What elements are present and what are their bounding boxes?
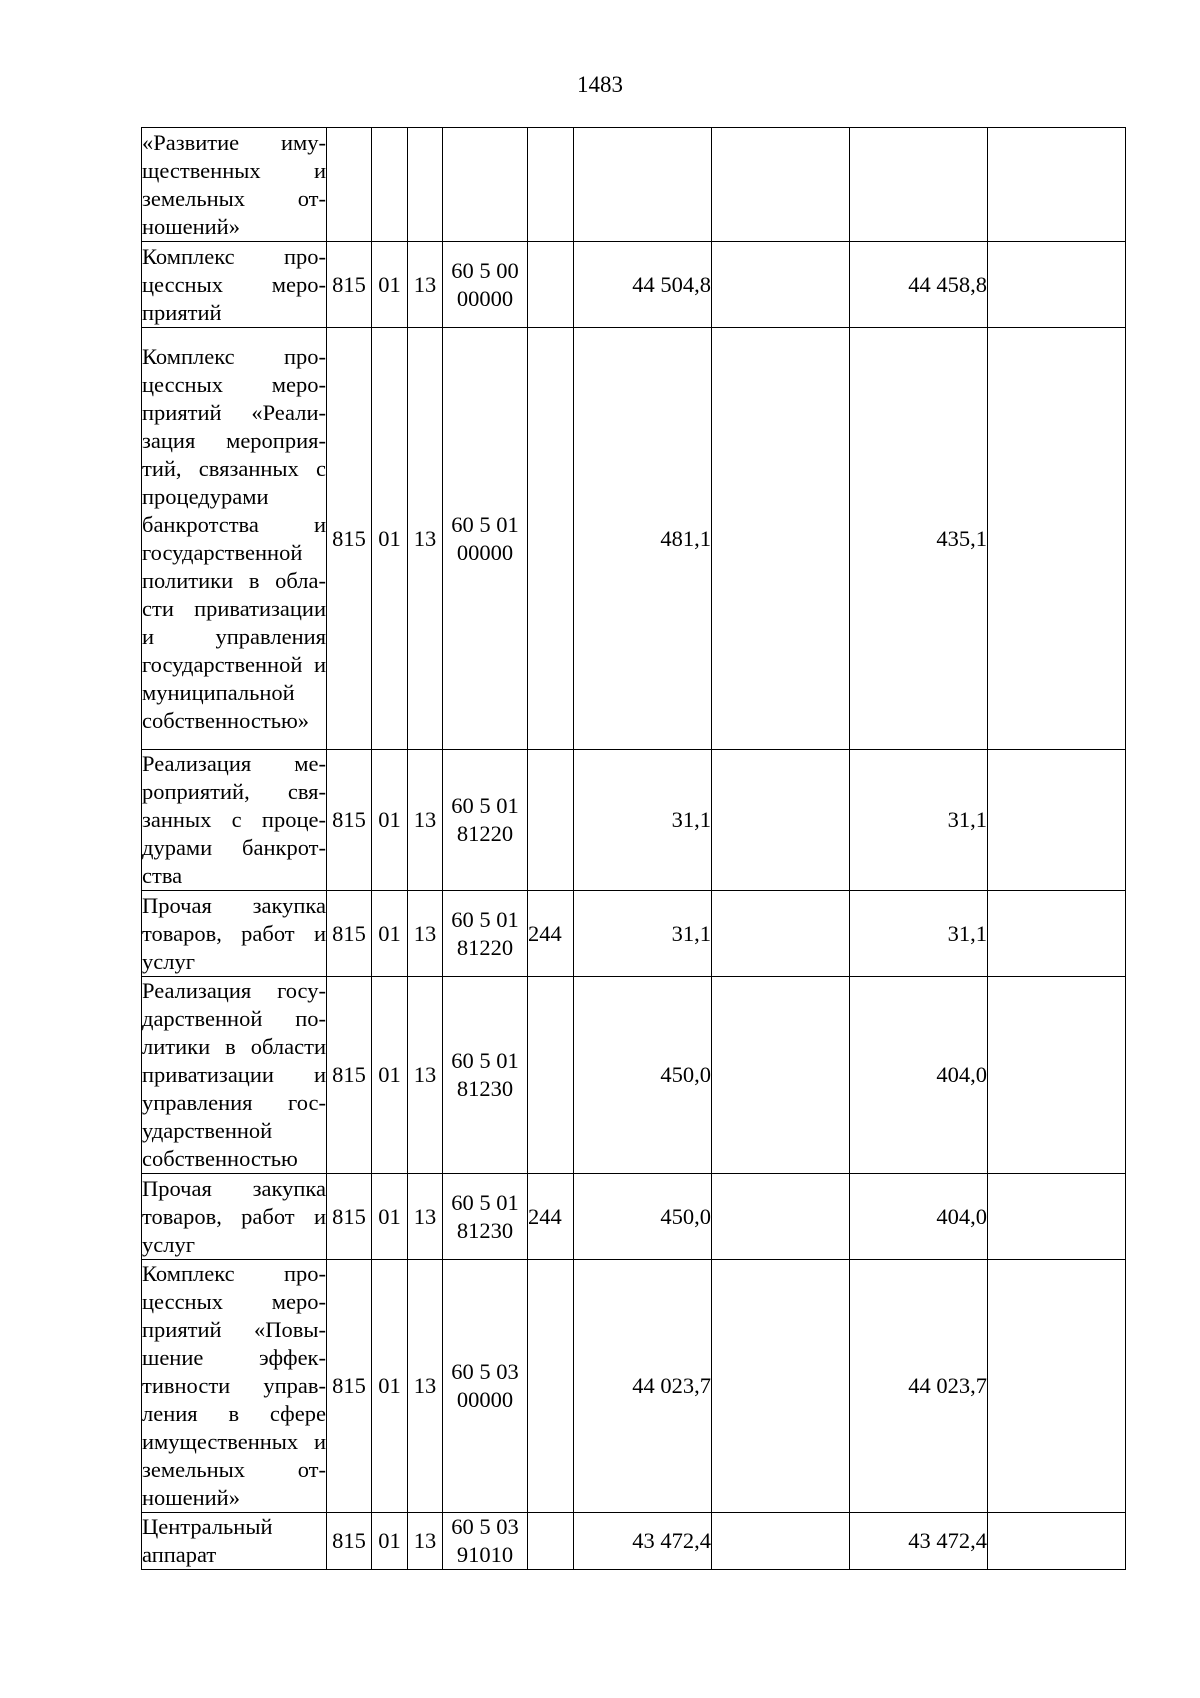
sum3-cell [850,1174,988,1260]
pr-cell [408,891,443,977]
vr-cell [528,242,574,328]
rz-code: 01 [378,1373,401,1398]
cs-cell [443,1174,528,1260]
rz-code: 01 [378,920,401,946]
item-name: Комплекс процессных мероприятий «Повышение эффективности управления в сфере имущественных и земельных отношений» [142,1261,326,1510]
sum1-cell [574,242,712,328]
gr-code: 815 [332,1062,366,1087]
item-name: Прочая закупка товаров, работ и услуг [142,892,326,974]
sum3-cell [850,1513,988,1570]
rz-code: 01 [378,807,401,832]
sum2-cell [712,891,850,977]
cs-cell [443,242,528,328]
sum2-cell [712,1513,850,1570]
cs-code-line-1: 60 5 00 [451,257,519,283]
table-row [142,242,1126,328]
table-row [142,128,1126,242]
name-cell [142,891,327,977]
sum1-cell [574,328,712,750]
vr-code: 244 [528,1203,562,1229]
pr-cell [408,1260,443,1513]
name-cell [142,242,327,328]
vr-cell [528,1260,574,1513]
vr-cell [528,128,574,242]
name-cell [142,1513,327,1570]
rz-cell [372,242,408,328]
sum2-cell [712,128,850,242]
item-name: Прочая закупка товаров, работ и услуг [142,1175,326,1257]
sum4-cell [988,128,1126,242]
table-row [142,891,1126,977]
table-row [142,1174,1126,1260]
sum1-value: 450,0 [660,1203,711,1229]
gr-cell [327,1513,372,1570]
sum2-cell [712,977,850,1174]
sum1-value: 43 472,4 [632,1528,711,1553]
cs-code-line-2: 81220 [456,821,514,846]
cs-cell [443,977,528,1174]
rz-cell [372,891,408,977]
cs-code-line-1: 60 5 01 [451,793,519,818]
sum4-cell [988,977,1126,1174]
item-name: Реализация государственной политики в области приватизации и управления государственной собственностью [142,978,326,1171]
sum3-value: 404,0 [936,1062,987,1087]
table-row [142,1260,1126,1513]
pr-cell [408,128,443,242]
sum4-cell [988,891,1126,977]
vr-cell [528,1174,574,1260]
gr-cell [327,891,372,977]
pr-code: 13 [413,1203,437,1229]
sum1-cell [574,1260,712,1513]
gr-code: 815 [332,271,366,297]
cs-cell [443,1513,528,1570]
pr-cell [408,242,443,328]
gr-code: 815 [332,1203,366,1229]
pr-code: 13 [413,271,437,297]
cs-code-line-2: 81220 [456,934,514,960]
gr-code: 815 [332,1373,366,1398]
pr-code: 13 [413,525,437,551]
cs-code-line-1: 60 5 03 [451,1514,519,1539]
cs-code-line-2: 81230 [456,1217,514,1243]
sum3-cell [850,128,988,242]
gr-code: 815 [332,807,366,832]
cs-code-line-1: 60 5 01 [451,1048,519,1073]
sum4-cell [988,1513,1126,1570]
name-cell [142,977,327,1174]
sum1-value: 31,1 [671,807,711,832]
name-cell [142,128,327,242]
sum2-cell [712,1174,850,1260]
rz-code: 01 [378,1528,401,1553]
cs-code-line-2: 00000 [456,539,514,565]
pr-code: 13 [413,807,437,832]
sum1-value: 481,1 [660,525,711,551]
cs-cell [443,328,528,750]
item-name: Реализация мероприятий, связанных с процедурами банкротства [142,751,326,888]
cs-cell [443,750,528,891]
item-name: Центральный аппарат [142,1514,273,1567]
rz-cell [372,328,408,750]
pr-code: 13 [413,1528,437,1553]
name-cell [142,328,327,750]
vr-cell [528,1513,574,1570]
sum4-cell [988,1174,1126,1260]
sum1-cell [574,128,712,242]
sum1-value: 44 023,7 [632,1373,711,1398]
pr-code: 13 [413,1062,437,1087]
rz-code: 01 [378,1062,401,1087]
cs-cell [443,1260,528,1513]
gr-cell [327,1174,372,1260]
rz-cell [372,1174,408,1260]
sum3-cell [850,750,988,891]
name-cell [142,750,327,891]
gr-code: 815 [332,1528,366,1553]
rz-cell [372,1260,408,1513]
gr-code: 815 [332,525,366,551]
sum1-cell [574,891,712,977]
vr-cell [528,977,574,1174]
pr-cell [408,1513,443,1570]
pr-cell [408,977,443,1174]
cs-code-line-2: 00000 [456,285,514,311]
gr-cell [327,750,372,891]
item-name: Комплекс процессных мероприятий «Реализация мероприятий, связанных с процедурами банкротства и государственной политики в области приватизации и управления государственной и муниципальной собственностью» [142,343,326,733]
rz-code: 01 [378,525,401,551]
cs-code-line-1: 60 5 03 [451,1359,519,1384]
budget-table [141,127,1126,1570]
sum1-cell [574,750,712,891]
sum1-value: 450,0 [660,1062,711,1087]
pr-code: 13 [413,1373,437,1398]
cs-code-line-1: 60 5 01 [451,1189,519,1215]
sum4-cell [988,1260,1126,1513]
name-cell [142,1174,327,1260]
table-row [142,750,1126,891]
sum4-cell [988,750,1126,891]
sum3-value: 435,1 [936,525,987,551]
cs-cell [443,128,528,242]
sum3-value: 31,1 [947,920,987,946]
sum3-value: 44 458,8 [908,271,987,297]
page-number: 1483 [577,72,623,97]
vr-cell [528,891,574,977]
sum2-cell [712,1260,850,1513]
sum1-cell [574,977,712,1174]
sum2-cell [712,242,850,328]
sum4-cell [988,328,1126,750]
pr-cell [408,328,443,750]
vr-cell [528,328,574,750]
table-row [142,977,1126,1174]
sum3-value: 404,0 [936,1203,987,1229]
sum2-cell [712,750,850,891]
cs-cell [443,891,528,977]
gr-cell [327,128,372,242]
pr-cell [408,750,443,891]
sum2-cell [712,328,850,750]
cs-code-line-2: 00000 [456,1387,514,1412]
rz-cell [372,977,408,1174]
sum3-value: 31,1 [947,807,987,832]
rz-code: 01 [378,1203,401,1229]
sum1-value: 44 504,8 [632,271,711,297]
sum3-cell [850,977,988,1174]
pr-code: 13 [413,920,437,946]
sum3-cell [850,242,988,328]
pr-cell [408,1174,443,1260]
gr-cell [327,242,372,328]
vr-code: 244 [528,920,562,946]
sum3-cell [850,891,988,977]
table-row [142,328,1126,750]
sum3-value: 43 472,4 [908,1528,987,1553]
sum1-value: 31,1 [671,920,711,946]
sum3-cell [850,1260,988,1513]
rz-code: 01 [378,271,401,297]
cs-code-line-1: 60 5 01 [451,906,519,932]
sum1-cell [574,1513,712,1570]
sum3-value: 44 023,7 [908,1373,987,1398]
table-row [142,1513,1126,1570]
gr-cell [327,328,372,750]
rz-cell [372,128,408,242]
gr-cell [327,977,372,1174]
sum4-cell [988,242,1126,328]
sum3-cell [850,328,988,750]
rz-cell [372,750,408,891]
gr-cell [327,1260,372,1513]
sum1-cell [574,1174,712,1260]
rz-cell [372,1513,408,1570]
budget-table-body [142,128,1126,1570]
vr-cell [528,750,574,891]
cs-code-line-1: 60 5 01 [451,511,519,537]
cs-code-line-2: 91010 [456,1542,514,1567]
item-name: «Развитие имущественных и земельных отношений» [142,129,326,239]
gr-code: 815 [332,920,366,946]
name-cell [142,1260,327,1513]
item-name: Комплекс процессных мероприятий [142,243,326,325]
cs-code-line-2: 81230 [456,1076,514,1101]
